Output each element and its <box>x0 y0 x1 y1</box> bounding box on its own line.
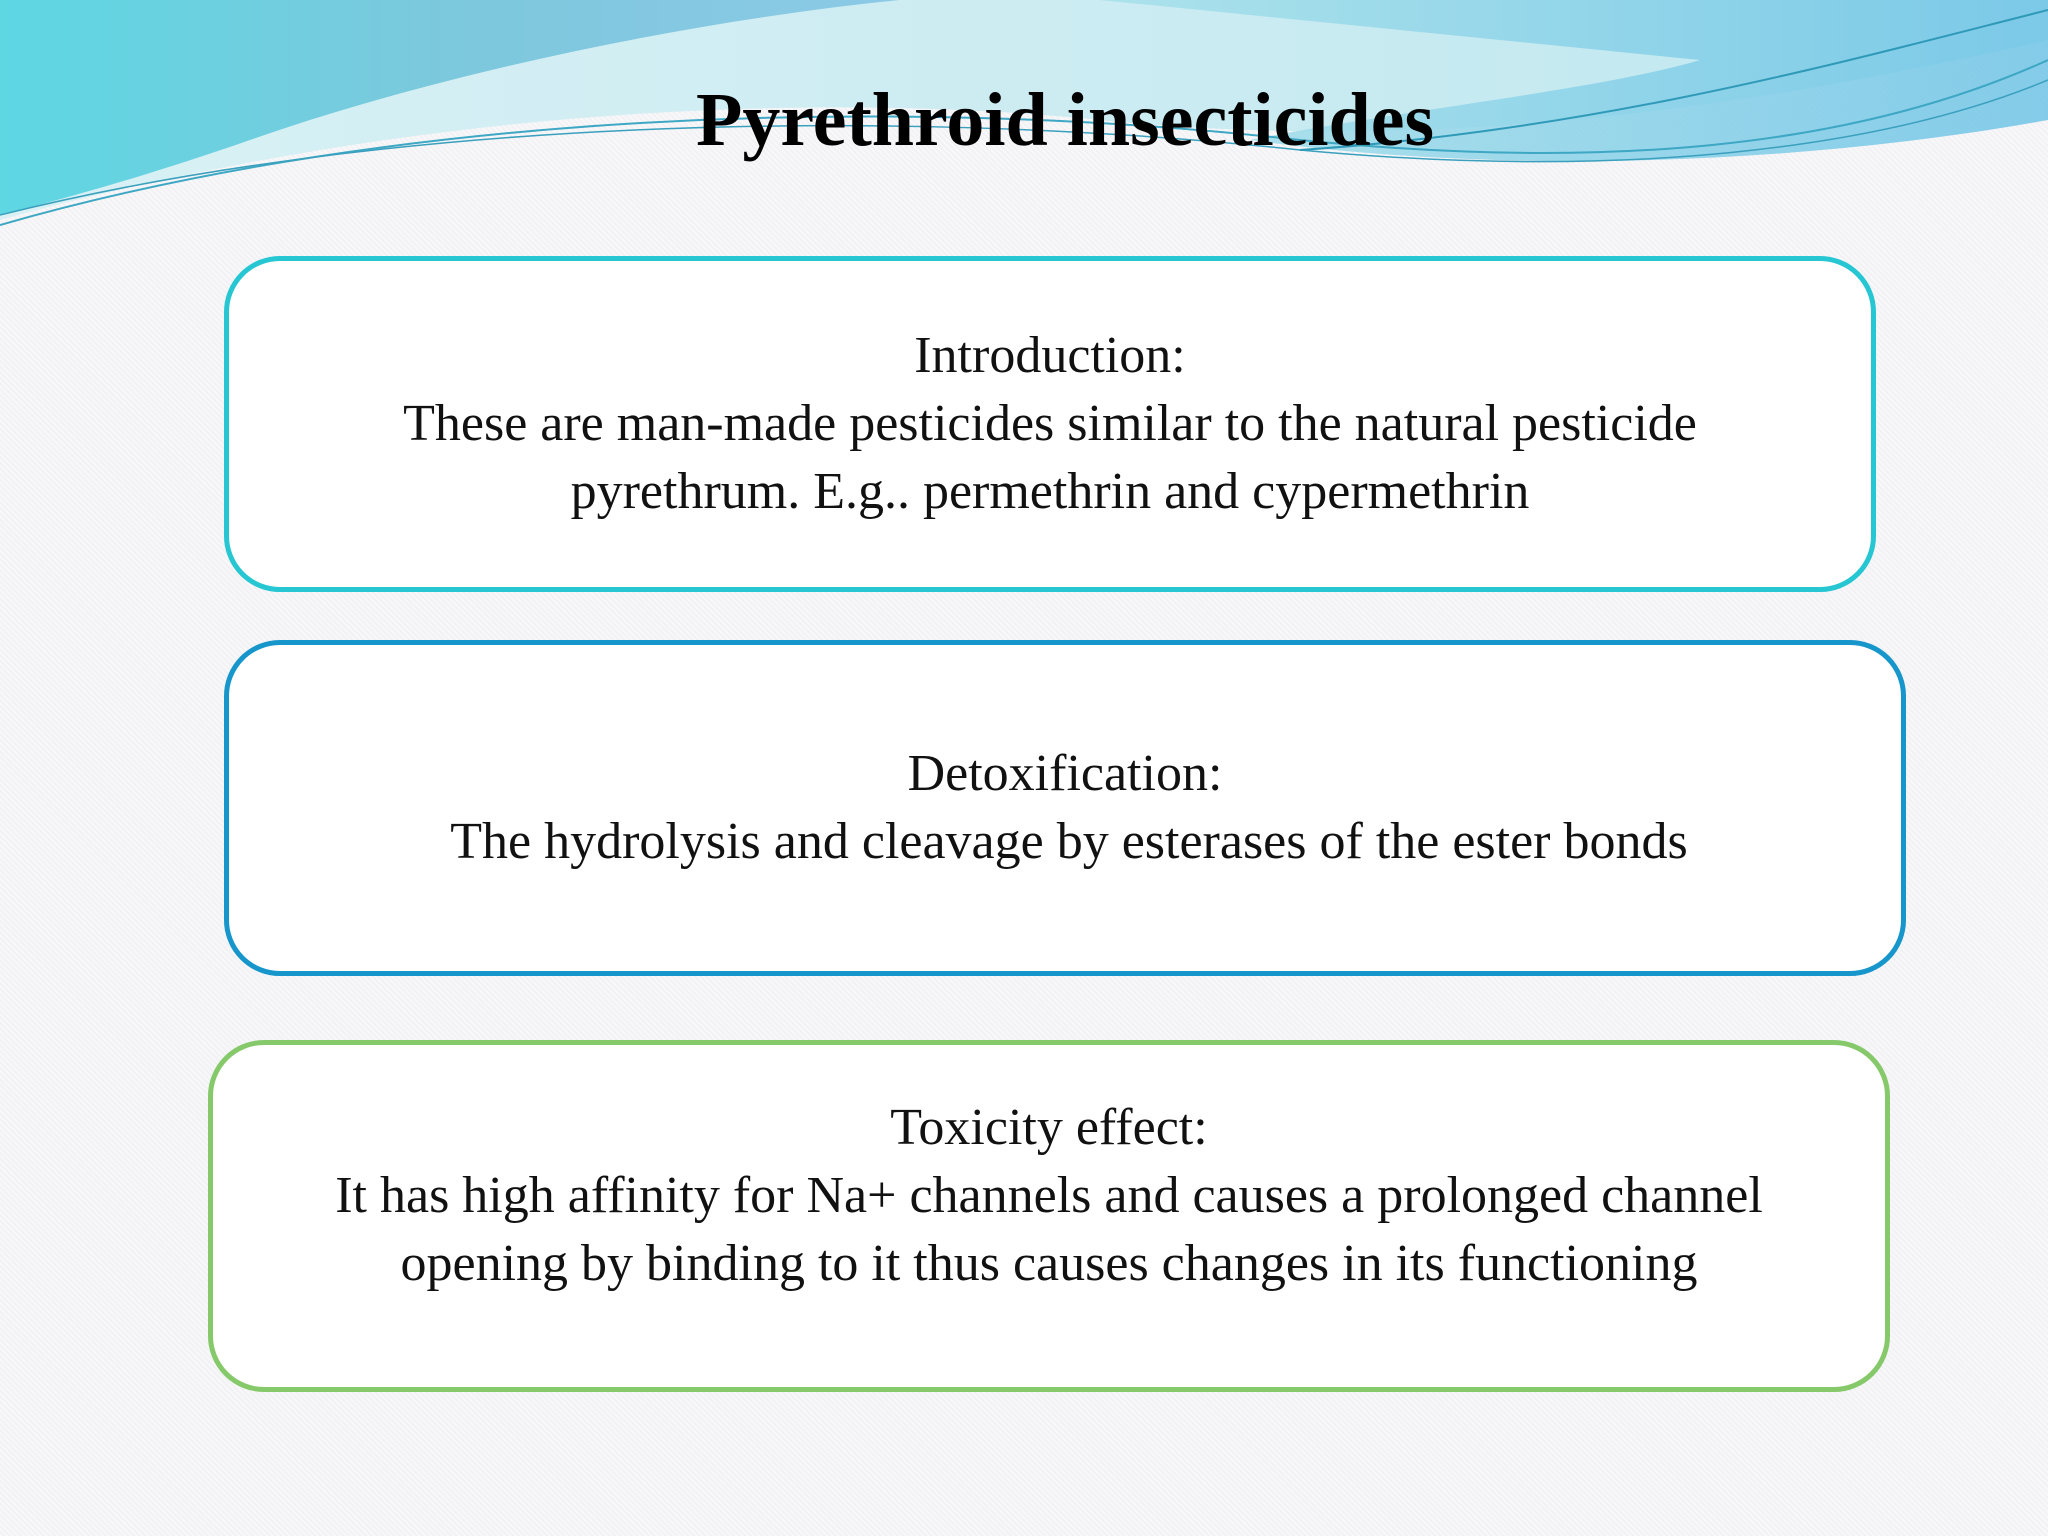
detoxification-text: The hydrolysis and cleavage by esterases of the ester bonds <box>450 813 1688 870</box>
slide-title: Pyrethroid insecticides <box>695 78 1435 162</box>
introduction-text-line-1: These are man-made pesticides similar to the natural pesticide <box>403 395 1697 452</box>
detoxification-box <box>224 640 1906 976</box>
introduction-heading: Introduction: <box>914 327 1186 384</box>
introduction-text-line-2: pyrethrum. E.g.. permethrin and cypermethrin <box>570 463 1530 520</box>
toxicity-effect-box <box>208 1040 1890 1392</box>
toxicity-heading: Toxicity effect: <box>890 1099 1208 1156</box>
toxicity-text-line-2: opening by binding to it thus causes changes in its functioning <box>400 1235 1698 1292</box>
detoxification-heading: Detoxification: <box>907 745 1223 802</box>
toxicity-text-line-1: It has high affinity for Na+ channels and causes a prolonged channel <box>335 1167 1763 1224</box>
introduction-box <box>224 256 1876 592</box>
